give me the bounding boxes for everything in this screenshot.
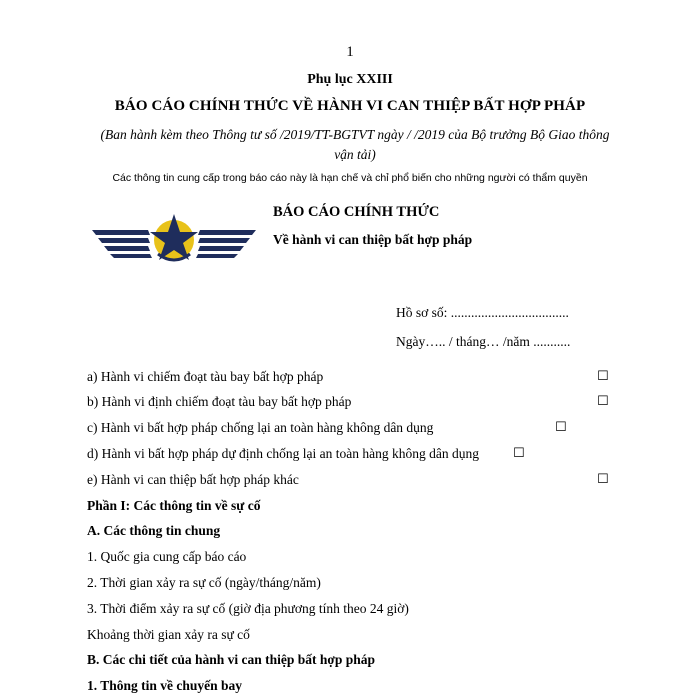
list-item: a) Hành vi chiếm đoạt tàu bay bất hợp pháp <box>87 369 324 384</box>
list-item: e) Hành vi can thiệp bất hợp pháp khác <box>87 472 299 487</box>
left-wing-stripe-2 <box>98 238 150 243</box>
list-item: 2. Thời gian xảy ra sự cố (ngày/tháng/năm) <box>87 575 321 590</box>
list-item: c) Hành vi bất hợp pháp chống lại an toàn hàng không dân dụng <box>87 420 434 435</box>
left-wing-stripe-4 <box>110 254 152 258</box>
section-heading-b1: 1. Thông tin về chuyến bay <box>87 678 243 693</box>
page-number: 1 <box>346 44 354 60</box>
section-heading-b: B. Các chi tiết của hành vi can thiệp bất hợp pháp <box>87 652 376 667</box>
list-item: Khoảng thời gian xảy ra sự cố <box>87 627 250 642</box>
report-title: BÁO CÁO CHÍNH THỨC <box>273 204 440 220</box>
right-wing-stripe-1 <box>198 230 256 235</box>
file-number-field[interactable]: Hồ sơ số: ................................... <box>396 305 569 320</box>
right-wing-stripe-4 <box>196 254 238 258</box>
date-field[interactable]: Ngày….. / tháng… /năm ........... <box>396 334 571 349</box>
aviation-emblem-logo <box>92 210 256 270</box>
report-subtitle: Về hành vi can thiệp bất hợp pháp <box>273 232 473 247</box>
checkbox-b[interactable]: ☐ <box>597 394 609 409</box>
section-heading-a: A. Các thông tin chung <box>87 523 221 538</box>
list-item: 3. Thời điểm xảy ra sự cố (giờ địa phương tính theo 24 giờ) <box>87 601 409 616</box>
confidentiality-notice: Các thông tin cung cấp trong báo cáo này là hạn chế và chỉ phổ biến cho những người có thẩm quyền <box>112 172 588 184</box>
right-wing-stripe-3 <box>198 246 244 251</box>
left-wing-stripe-3 <box>104 246 150 251</box>
page-title: BÁO CÁO CHÍNH THỨC VỀ HÀNH VI CAN THIỆP BẤT HỢP PHÁP <box>114 98 586 114</box>
issued-note: (Ban hành kèm theo Thông tư số /2019/TT-BGTVT ngày / /2019 của Bộ trưởng Bộ Giao thông vận tải) <box>100 127 610 162</box>
left-wing-stripe-1 <box>92 230 150 235</box>
list-item: d) Hành vi bất hợp pháp dự định chống lại an toàn hàng không dân dụng <box>87 446 480 461</box>
right-wing-stripe-2 <box>198 238 250 243</box>
list-item: 1. Quốc gia cung cấp báo cáo <box>87 549 247 564</box>
section-heading-part1: Phần I: Các thông tin về sự cố <box>87 498 261 513</box>
checkbox-d[interactable]: ☐ <box>513 446 525 461</box>
appendix-label: Phụ lục XXIII <box>307 72 393 87</box>
checkbox-a[interactable]: ☐ <box>597 369 609 384</box>
list-item: b) Hành vi định chiếm đoạt tàu bay bất hợp pháp <box>87 394 352 409</box>
checkbox-c[interactable]: ☐ <box>555 420 567 435</box>
checkbox-e[interactable]: ☐ <box>597 472 609 487</box>
